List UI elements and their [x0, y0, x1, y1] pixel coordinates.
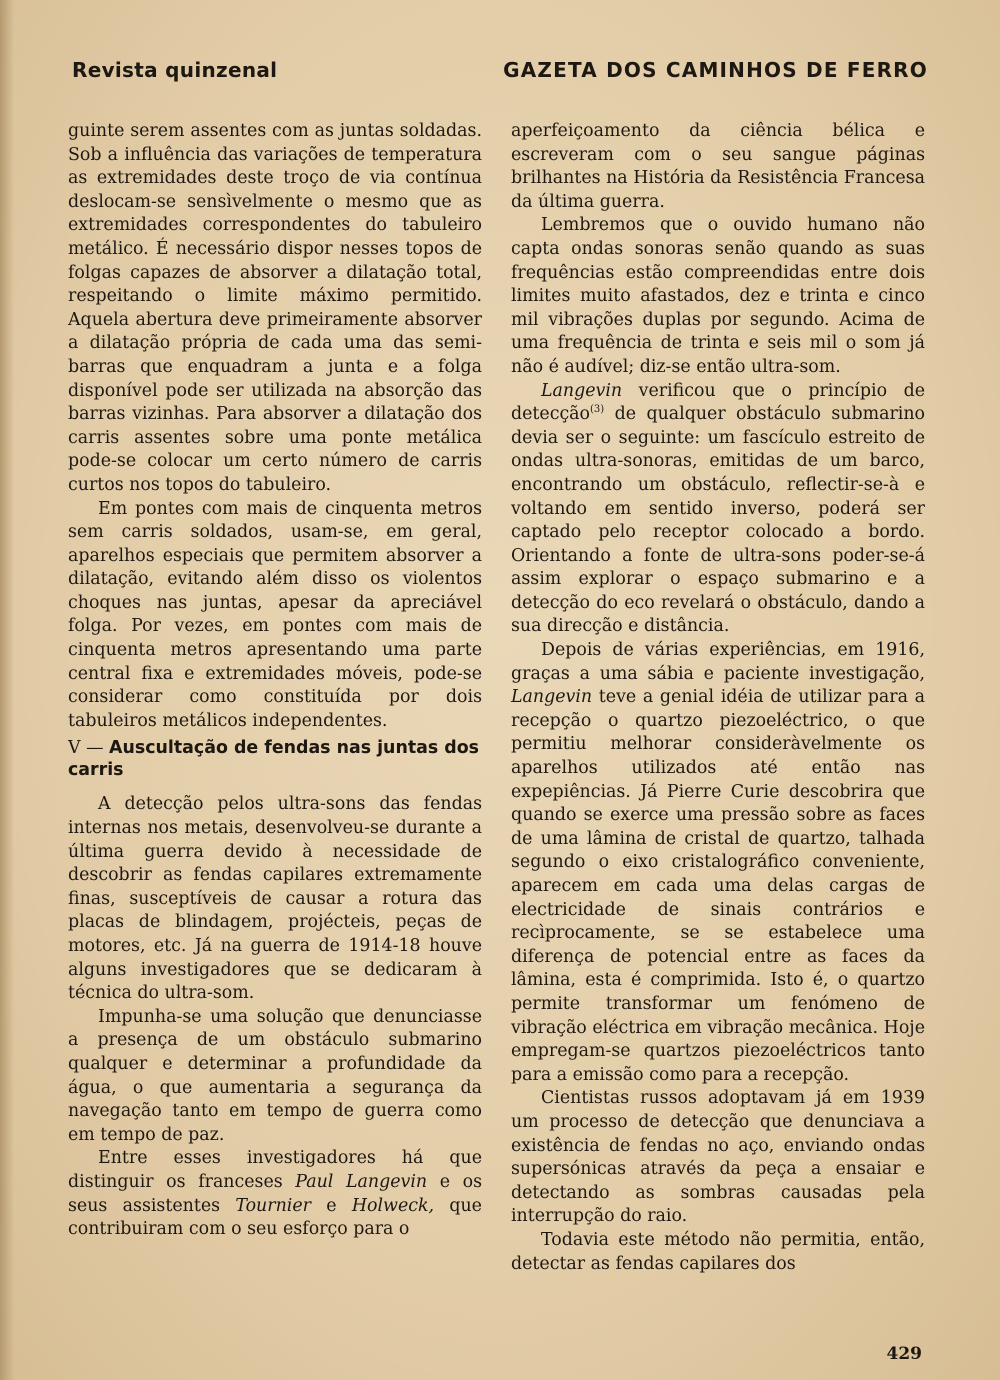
text-run: Entre esses investigadores há que distinguir os franceses — [68, 1148, 482, 1192]
running-header — [72, 58, 928, 86]
person-name: Holweck, — [351, 1195, 435, 1216]
footnote-marker: (3) — [590, 404, 605, 416]
header-publication-type: Revista quinzenal — [72, 58, 278, 82]
text-run: Depois de várias experiências, em 1916, graças a uma sábia e paciente investigação, — [511, 640, 925, 684]
paragraph: Em pontes com mais de cinquenta metros sem carris soldados, usam-se, em geral, aparelhos especiais que permitem absorver a dilatação, evitando além disso os violentos choques nas juntas, apesar da apreciável folga. Por vezes, em pontes com mais de cinquenta metros apresentando uma parte central fixa e extremidades móveis, pode-se considerar como constituída por dois tabuleiros metálicos independentes. — [68, 498, 482, 731]
paragraph: Todavia este método não permitia, então, detectar as fendas capilares dos — [511, 1229, 925, 1274]
section-number: V — — [68, 738, 104, 759]
header-publication-title: GAZETA DOS CAMINHOS DE FERRO — [503, 58, 928, 82]
paragraph: Impunha-se uma solução que denunciasse a presença de um obstáculo submarino qualquer e determinar a profundidade da água, o que aumentaria a segurança da navegação tanto em tempo de guerra como em tempo de paz. — [68, 1006, 482, 1145]
section-title: Auscultação de fendas nas juntas dos carris — [68, 738, 480, 781]
text-run: e — [310, 1195, 352, 1216]
text-run: teve a genial idéia de utilizar para a recepção o quartzo piezoeléctrico, o que permitiu melhorar consideràvelmente os aparelhos utilizados até então nas expepiências. Já Pierre Curie descobrira que quando se exerce uma pressão sobre as faces de uma lâmina de cristal de quartzo, talhada segundo o eixo cristalográfico conveniente, aparecem em cada uma delas cargas de electricidade de sinais contrários e recìprocamente, se se estabelece uma diferença de potencial entre as faces da lâmina, esta é comprimida. Isto é, o quartzo permite transformar um fenómeno de vibração eléctrica em vibração mecânica. Hoje empregam-se quartzos piezoeléctricos tanto para a emissão como para a recepção. — [511, 687, 925, 1085]
paragraph — [511, 639, 925, 1087]
paragraph — [511, 380, 925, 640]
section-heading — [68, 737, 482, 781]
left-column — [68, 120, 482, 1242]
person-name: Langevin — [511, 687, 593, 708]
right-column — [511, 120, 925, 1276]
page-edge-shadow — [0, 0, 14, 1380]
text-run: que contribuiram com o seu esforço para o — [68, 1195, 482, 1240]
text-run: de qualquer obstáculo submarino devia ser o seguinte: um fascículo estreito de ondas ultra-sonoras, emitidas de um barco, encontrando um obstáculo, reflectir-se-à e voltando em sentido inverso, poderá ser captado pelo receptor colocado a bordo. Orientando a fonte de ultra-sons poder-se-á assim explorar o espaço submarino e a detecção do eco revelará o obstáculo, dando a sua direcção e distância. — [511, 404, 925, 637]
person-name: Langevin — [541, 380, 623, 401]
paragraph: Lembremos que o ouvido humano não capta ondas sonoras senão quando as suas frequências estão compreendidas entre dois limites muito afastados, dez e trinta e cinco mil vibrações duplas por segundo. Acima de uma frequência de trinta e seis mil o som já não é audível; diz-se então ultra-som. — [511, 215, 925, 377]
text-run: verificou que o princípio de detecção — [511, 380, 925, 425]
paragraph — [68, 1147, 482, 1241]
person-name: Paul Langevin — [295, 1171, 428, 1192]
page-number: 429 — [886, 1344, 922, 1364]
paragraph: Cientistas russos adoptavam já em 1939 um processo de detecção que denunciava a existência de fendas no aço, enviando ondas supersónicas através da peça a ensaiar e detectando as sombras causadas pela interrupção do raio. — [511, 1088, 925, 1227]
paragraph: A detecção pelos ultra-sons das fendas internas nos metais, desenvolveu-se durante a última guerra devido à necessidade de descobrir as fendas capilares extremamente finas, susceptíveis de causar a rotura das placas de blindagem, projécteis, peças de motores, etc. Já na guerra de 1914-18 houve alguns investigadores que se dedicaram à técnica do ultra-som. — [68, 794, 482, 1004]
paragraph: guinte serem assentes com as juntas soldadas. Sob a influência das variações de temperatura as extremidades deste troço de via contínua deslocam-se sensìvelmente o mesmo que as extremidades correspondentes do tabuleiro metálico. É necessário dispor nesses topos de folgas capazes de absorver a dilatação total, respeitando o limite máximo permitido. Aquela abertura deve primeiramente absorver a dilatação própria de cada uma das semi-barras que enquadram a junta e a folga disponível pode ser utilizada na absorção das barras vizinhas. Para absorver a dilatação dos carris assentes sobre uma ponte metálica pode-se colocar um certo número de carris curtos nos topos do tabuleiro. — [68, 121, 482, 495]
paragraph: aperfeiçoamento da ciência bélica e escreveram com o seu sangue páginas brilhantes na História da Resistência Francesa da última guerra. — [511, 121, 925, 212]
text-run: e os seus assistentes — [68, 1171, 482, 1216]
person-name: Tournier — [235, 1195, 311, 1216]
